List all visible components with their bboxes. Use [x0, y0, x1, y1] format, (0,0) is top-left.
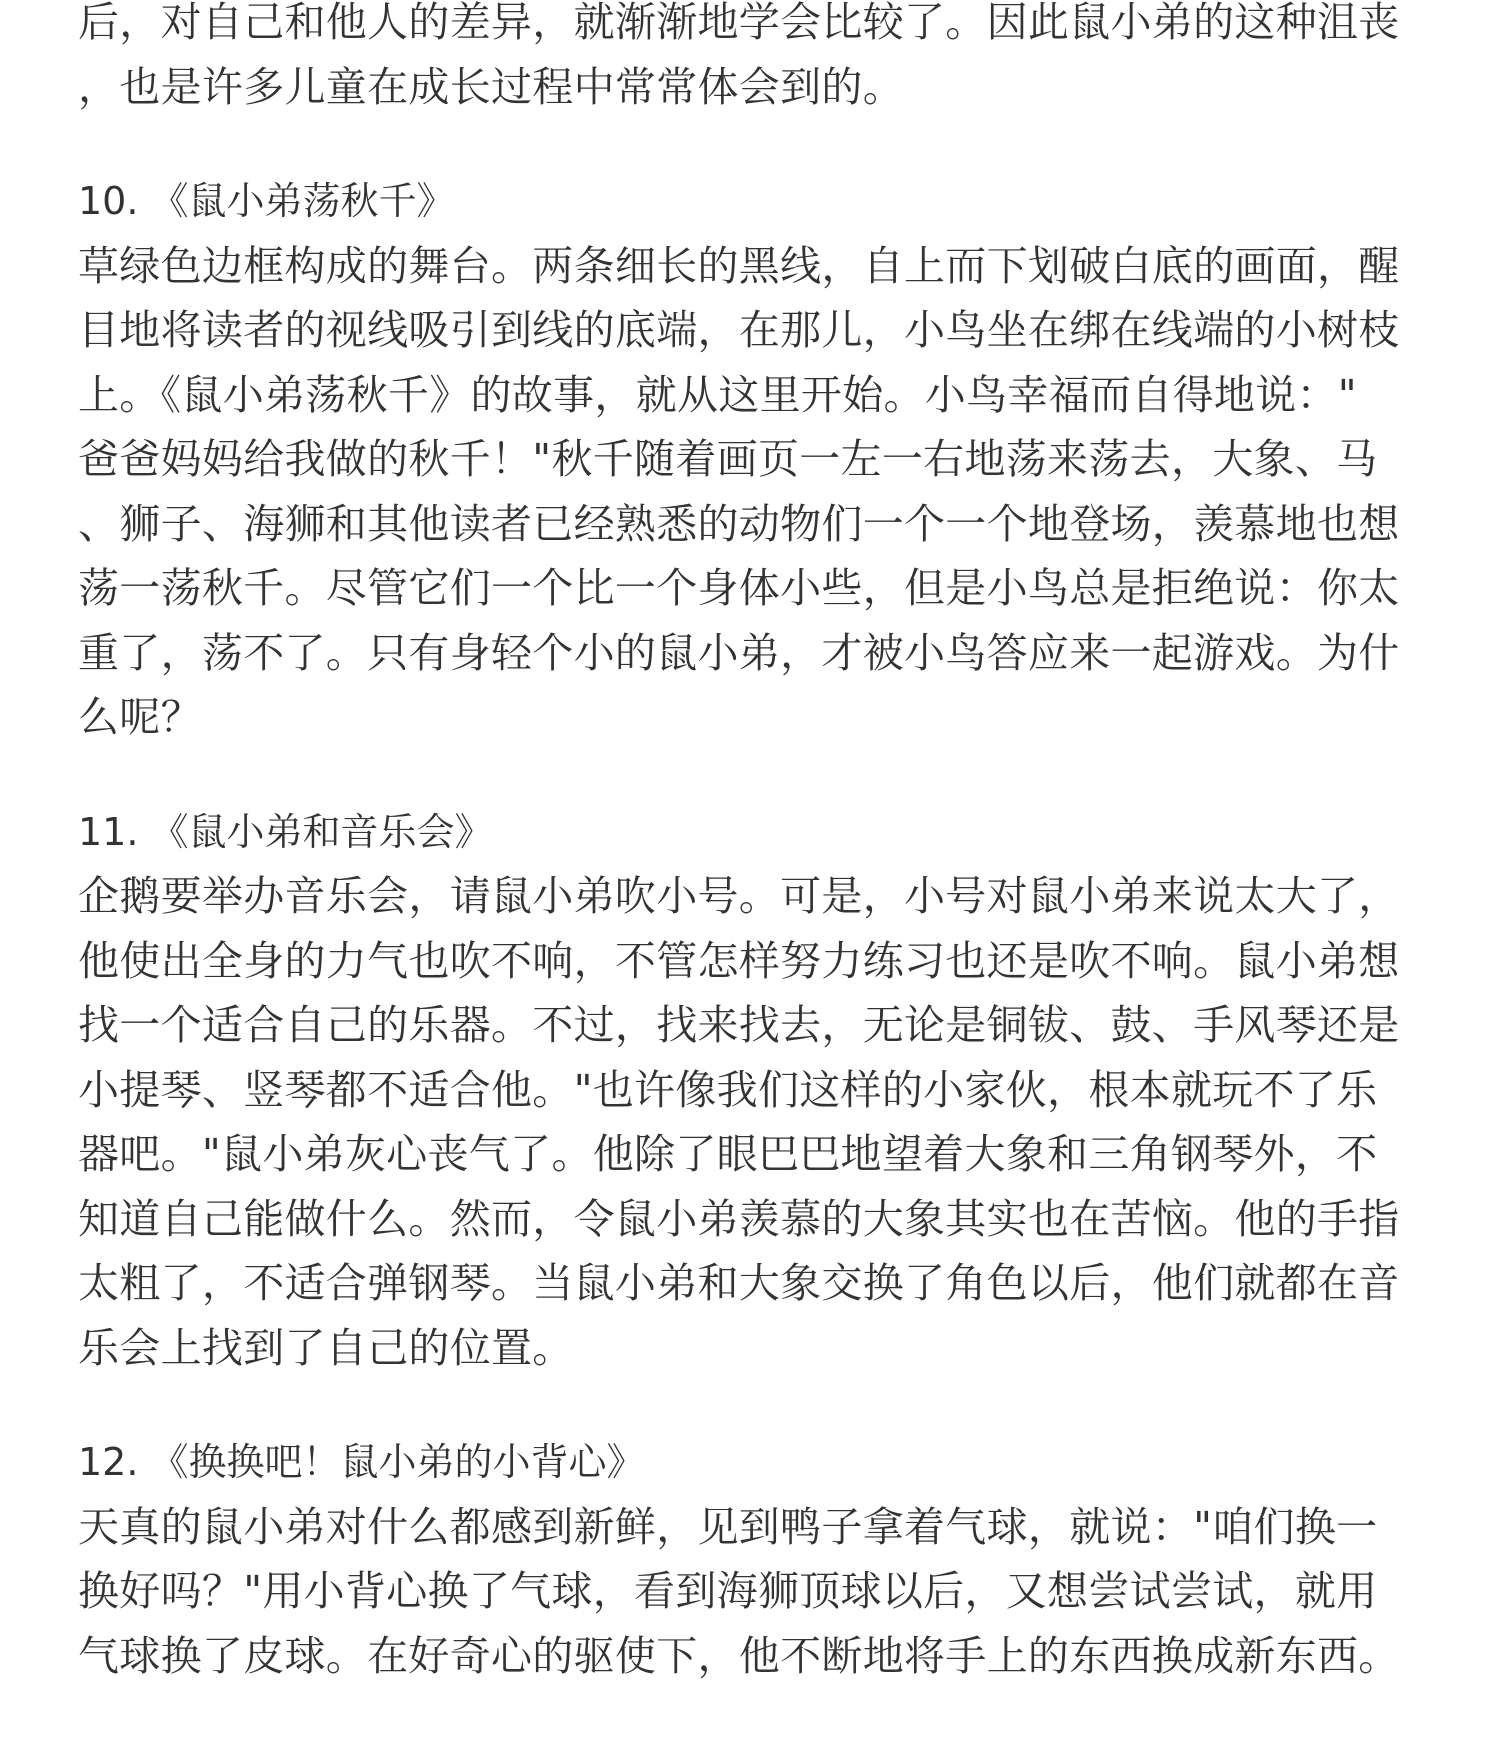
paragraph-line: 乐会上找到了自己的位置。 [78, 1323, 574, 1372]
paragraph-line: 爸爸妈妈给我做的秋千！"秋千随着画页一左一右地荡来荡去，大象、马 [78, 435, 1378, 483]
paragraph-line: 后，对自己和他人的差异，就渐渐地学会比较了。因此鼠小弟的这种沮丧 [78, 0, 1400, 46]
paragraph-line: 小提琴、竖琴都不适合他。"也许像我们这样的小家伙，根本就玩不了乐 [78, 1065, 1378, 1114]
section-11 [78, 800, 1466, 1381]
paragraph-line: 器吧。"鼠小弟灰心丧气了。他除了眼巴巴地望着大象和三角钢琴外，不 [78, 1130, 1378, 1178]
paragraph-line: 知道自己能做什么。然而，令鼠小弟羡慕的大象其实也在苦恼。他的手指 [78, 1194, 1400, 1243]
paragraph-line: 草绿色边框构成的舞台。两条细长的黑线，自上而下划破白底的画面，醒 [78, 241, 1400, 290]
paragraph-line: 重了，荡不了。只有身轻个小的鼠小弟，才被小鸟答应来一起游戏。为什 [78, 628, 1400, 677]
section-heading: 11. 《鼠小弟和音乐会》 [78, 809, 493, 854]
intro-paragraph [78, 0, 1466, 119]
paragraph-line: 太粗了，不适合弹钢琴。当鼠小弟和大象交换了角色以后，他们就都在音 [78, 1259, 1400, 1307]
paragraph-line: 天真的鼠小弟对什么都感到新鲜，见到鸭子拿着气球，就说："咱们换一 [78, 1502, 1378, 1551]
paragraph-line: 他使出全身的力气也吹不响，不管怎样努力练习也还是吹不响。鼠小弟想 [78, 936, 1400, 985]
paragraph-line: 找一个适合自己的乐器。不过，找来找去，无论是铜钹、鼓、手风琴还是 [78, 1001, 1400, 1049]
section-heading: 10. 《鼠小弟荡秋千》 [78, 179, 455, 223]
paragraph-line: 上。《鼠小弟荡秋千》的故事，就从这里开始。小鸟幸福而自得地说：" [78, 370, 1357, 419]
paragraph-line: 换好吗？"用小背心换了气球，看到海狮顶球以后，又想尝试尝试，就用 [78, 1567, 1378, 1615]
paragraph-line: 、狮子、海狮和其他读者已经熟悉的动物们一个一个地登场，羡慕地也想 [78, 499, 1400, 548]
section-10 [78, 169, 1466, 750]
section-12 [78, 1430, 1466, 1688]
section-heading: 12. 《换换吧！鼠小弟的小背心》 [78, 1440, 645, 1484]
paragraph-line: 么呢？ [78, 693, 202, 741]
paragraph-line: 目地将读者的视线吸引到线的底端，在那儿，小鸟坐在绑在线端的小树枝 [78, 306, 1400, 354]
article-body [78, 0, 1466, 1688]
paragraph-line: 荡一荡秋千。尽管它们一个比一个身体小些，但是小鸟总是拒绝说：你太 [78, 564, 1400, 612]
paragraph-line: ，也是许多儿童在成长过程中常常体会到的。 [78, 62, 904, 111]
paragraph-line: 企鹅要举办音乐会，请鼠小弟吹小号。可是，小号对鼠小弟来说太大了， [78, 872, 1400, 920]
paragraph-line: 气球换了皮球。在好奇心的驱使下，他不断地将手上的东西换成新东西。 [78, 1631, 1400, 1680]
